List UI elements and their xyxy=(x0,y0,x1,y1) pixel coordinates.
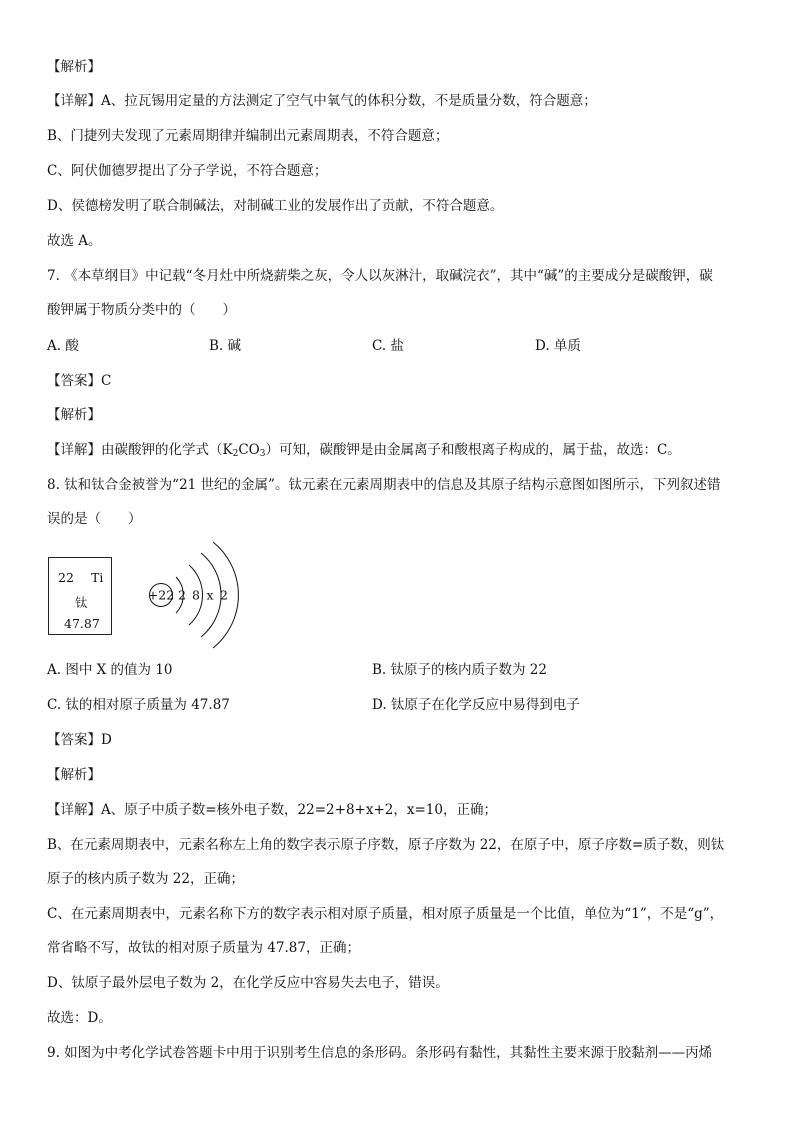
element-name: 钛 xyxy=(75,595,88,610)
q7-explanation: 【详解】由碳酸钾的化学式$(K_2CO_3)$可知，碳酸钾是由金属离子和酸根离子构成的，属于盐，故选：C。 xyxy=(47,442,681,459)
explanation-line-d: D、侯德榜发明了联合制碱法，对制碱工业的发展作出了贡献，不符合题意。 xyxy=(47,198,504,214)
q8-analysis-heading: 【解析】 xyxy=(47,767,101,783)
element-symbol: Ti xyxy=(91,570,104,585)
q8-explanation-b-2: 原子的核内质子数为 22，正确； xyxy=(47,871,244,887)
shell-1-electrons: 2 xyxy=(178,587,186,603)
q8-option-c: C. 钛的相对原子质量为 47.87 xyxy=(47,697,230,713)
conclusion-line: 故选 A。 xyxy=(47,233,102,249)
shell-2-electrons: 8 xyxy=(192,587,200,603)
q7-analysis-heading: 【解析】 xyxy=(47,407,101,423)
explanation-line-b: B、门捷列夫发现了元素周期律并编制出元素周期表，不符合题意； xyxy=(47,128,449,144)
periodic-element-card xyxy=(48,557,112,635)
q8-option-d: D. 钛原子在化学反应中易得到电子 xyxy=(372,697,580,713)
question-8-line-1: 8. 钛和钛合金被誉为“21 世纪的金属”。钛元素在元素周期表中的信息及其原子结构示意图如图所示，下列叙述错 xyxy=(47,477,721,493)
explanation-line-a: 【详解】A、拉瓦锡用定量的方法测定了空气中氧气的体积分数，不是质量分数，符合题意； xyxy=(47,93,597,109)
atom-structure-diagram xyxy=(146,541,246,653)
question-7-line-2: 酸钾属于物质分类中的（ ） xyxy=(47,302,236,318)
explanation-line-c: C、阿伏伽德罗提出了分子学说，不符合题意； xyxy=(47,163,328,179)
shell-3-electrons: x xyxy=(206,587,214,603)
q7-option-d: D. 单质 xyxy=(535,338,581,354)
question-7-line-1: 7. 《本草纲目》中记载“冬月灶中所烧薪柴之灰，令人以灰淋汁，取碱浣衣”，其中“碱”的主要成分是碳酸钾，碳 xyxy=(47,268,713,284)
q7-answer: 【答案】C xyxy=(47,373,112,389)
q8-explanation-c-1: C、在元素周期表中，元素名称下方的数字表示相对原子质量，相对原子质量是一个比值，单位为“1”，不是“g”， xyxy=(47,906,724,922)
q8-option-a: A. 图中 X 的值为 10 xyxy=(47,662,173,678)
analysis-heading: 【解析】 xyxy=(47,59,101,75)
q8-explanation-b-1: B、在元素周期表中，元素名称左上角的数字表示原子序数，原子序数为 22，在原子中，原子序数=质子数，则钛 xyxy=(47,837,725,853)
q7-option-a: A. 酸 xyxy=(47,338,79,354)
q8-explanation-d: D、钛原子最外层电子数为 2，在化学反应中容易失去电子，错误。 xyxy=(47,975,449,991)
nucleus-charge: +22 xyxy=(147,587,175,603)
atomic-number: 22 xyxy=(58,570,74,585)
q7-option-c: C. 盐 xyxy=(372,338,404,354)
shell-4-electrons: 2 xyxy=(220,587,228,603)
q8-answer: 【答案】D xyxy=(47,732,112,748)
q8-conclusion: 故选：D。 xyxy=(47,1010,112,1026)
q8-explanation-c-2: 常省略不写，故钛的相对原子质量为 47.87，正确； xyxy=(47,940,360,956)
question-8-line-2: 误的是（ ） xyxy=(47,511,142,527)
q7-option-b: B. 碱 xyxy=(209,338,242,354)
question-9-line-1: 9. 如图为中考化学试卷答题卡中用于识别考生信息的条形码。条形码有黏性，其黏性主要来源于胶黏剂——丙烯 xyxy=(47,1045,713,1061)
q8-explanation-a: 【详解】A、原子中质子数=核外电子数，22=2+8+x+2，x=10，正确； xyxy=(47,802,497,818)
q8-option-b: B. 钛原子的核内质子数为 22 xyxy=(372,662,547,678)
atomic-mass: 47.87 xyxy=(64,616,100,631)
